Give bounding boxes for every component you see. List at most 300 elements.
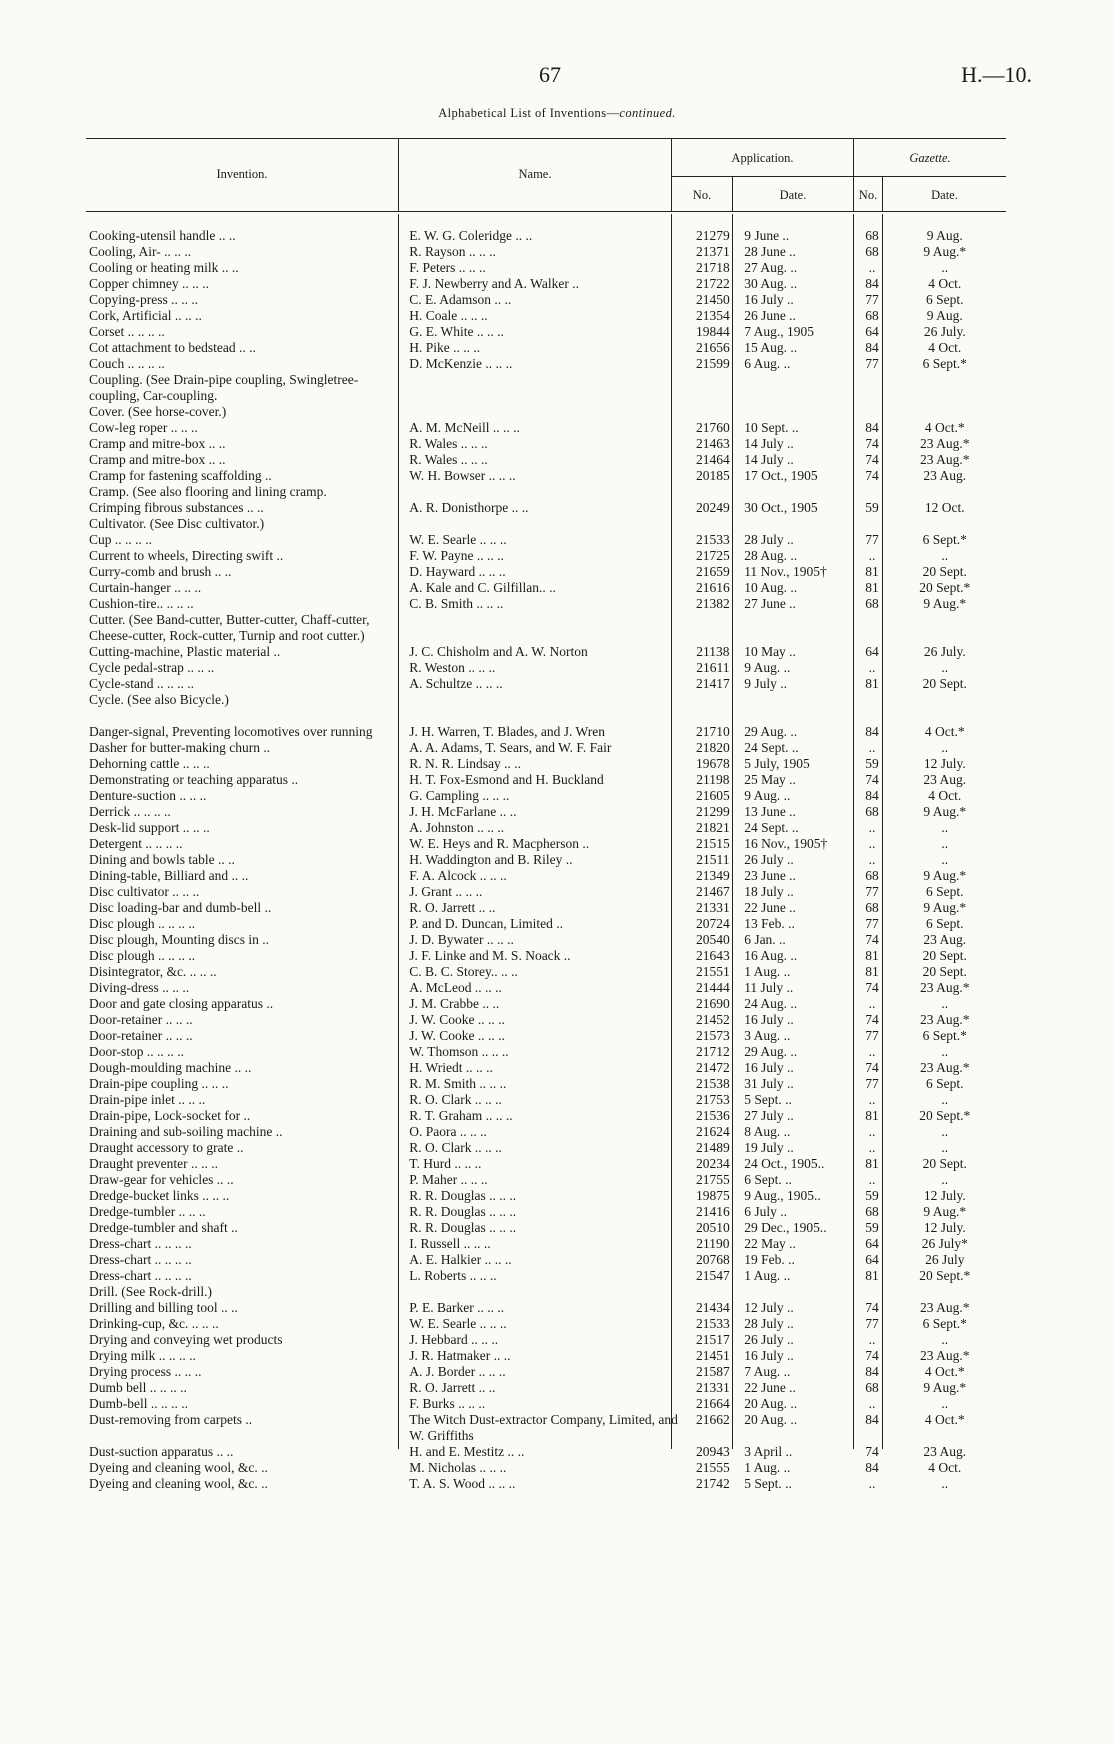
application-no-cell: 21573 (696, 1028, 730, 1043)
name-cell: J. H. Warren, T. Blades, and J. Wren (409, 724, 605, 739)
application-date-cell: 27 June .. (744, 596, 796, 611)
table-row (86, 996, 1006, 1012)
application-date-cell: 7 Aug., 1905 (744, 324, 814, 339)
gazette-no-cell (861, 1284, 884, 1300)
name-cell (406, 612, 684, 644)
table-row (86, 980, 1006, 996)
application-no-cell: 21331 (696, 1380, 730, 1395)
name-cell: H. Pike .. .. .. (409, 340, 481, 355)
invention-cell: Cramp and mitre-box .. .. (89, 436, 226, 451)
invention-cell: Cramp. (See also flooring and lining cramp. (89, 484, 327, 499)
gazette-date-cell: 23 Aug.* (920, 1012, 970, 1027)
table-row (86, 964, 1006, 980)
name-cell: R. R. Douglas .. .. .. (409, 1204, 517, 1219)
gazette-no-cell: .. (868, 1092, 876, 1107)
gazette-no-cell: 74 (865, 772, 879, 787)
gazette-date-cell (884, 692, 1006, 708)
application-no-cell: 21198 (696, 772, 730, 787)
name-cell: G. E. White .. .. .. (409, 324, 504, 339)
gazette-no-cell: 81 (865, 1268, 879, 1283)
gazette-no-cell: .. (868, 1140, 876, 1155)
name-cell: L. Roberts .. .. .. (409, 1268, 497, 1283)
invention-cell: Dyeing and cleaning wool, &c. .. (89, 1476, 268, 1491)
application-date-cell: 17 Oct., 1905 (744, 468, 818, 483)
invention-cell: Draining and sub-soiling machine .. (89, 1124, 283, 1139)
application-no-cell: 21463 (696, 436, 730, 451)
name-cell: The Witch Dust-extractor Company, Limited, and W. Griffiths (409, 1412, 678, 1443)
gazette-no-cell: .. (868, 1476, 876, 1491)
application-no-cell: 21299 (696, 804, 730, 819)
gazette-no-cell: .. (868, 1172, 876, 1187)
gap-cell (86, 708, 1006, 724)
table-row (86, 1156, 1006, 1172)
application-date-cell: 5 July, 1905 (744, 756, 810, 771)
gazette-no-cell: 84 (865, 1412, 879, 1427)
application-date-cell: 22 June .. (744, 1380, 796, 1395)
invention-cell: Dasher for butter-making churn .. (89, 740, 271, 755)
application-no-cell: 21643 (696, 948, 730, 963)
invention-cell: Door-retainer .. .. .. (89, 1012, 193, 1027)
invention-cell: Drain-pipe, Lock-socket for .. (89, 1108, 251, 1123)
application-no-cell: 21450 (696, 292, 730, 307)
invention-cell: Drilling and billing tool .. .. (89, 1300, 238, 1315)
gazette-no-cell: 84 (865, 724, 879, 739)
table-row (86, 724, 1006, 740)
application-date-cell: 6 Sept. .. (744, 1172, 792, 1187)
gazette-no-cell: 64 (865, 644, 879, 659)
gazette-no-cell: .. (868, 996, 876, 1011)
name-cell: F. J. Newberry and A. Walker .. (409, 276, 579, 291)
application-date-cell: 26 June .. (744, 308, 796, 323)
application-no-cell: 21464 (696, 452, 730, 467)
page-heading (0, 106, 1114, 121)
application-no-cell: 21710 (696, 724, 730, 739)
application-no-cell: 21755 (696, 1172, 730, 1187)
gazette-no-cell: 68 (865, 308, 879, 323)
table-row (86, 260, 1006, 276)
application-no-cell: 21451 (696, 1348, 730, 1363)
gazette-no-cell: 74 (865, 452, 879, 467)
application-date-cell: 3 Aug. .. (744, 1028, 791, 1043)
application-date-cell: 25 May .. (744, 772, 796, 787)
invention-cell: Cramp for fastening scaffolding .. (89, 468, 272, 483)
application-no-cell: 21533 (696, 532, 730, 547)
invention-cell: Drying milk .. .. .. .. (89, 1348, 196, 1363)
application-date-cell: 14 July .. (744, 452, 794, 467)
header-invention: Invention. (216, 167, 268, 181)
application-date-cell: 20 Aug. .. (744, 1412, 798, 1427)
name-cell: F. Burks .. .. .. (409, 1396, 486, 1411)
application-no-cell (685, 404, 742, 420)
gazette-date-cell (884, 516, 1006, 532)
application-date-cell: 1 Aug. .. (744, 964, 791, 979)
name-cell: R. T. Graham .. .. .. (409, 1108, 513, 1123)
table-row (86, 1108, 1006, 1124)
name-cell: F. A. Alcock .. .. .. (409, 868, 507, 883)
application-date-cell: 16 July .. (744, 1348, 794, 1363)
table-row (86, 932, 1006, 948)
gazette-no-cell: 77 (865, 1316, 879, 1331)
header-name: Name. (518, 167, 552, 181)
divider (853, 139, 854, 211)
gazette-date-cell: 23 Aug. (923, 468, 967, 483)
gazette-no-cell (861, 404, 884, 420)
invention-cell: Draught accessory to grate .. (89, 1140, 244, 1155)
application-no-cell: 20768 (696, 1252, 730, 1267)
application-date-cell: 9 July .. (744, 676, 787, 691)
table-row (86, 1476, 1006, 1492)
name-cell: J. Hebbard .. .. .. (409, 1332, 499, 1347)
name-cell: I. Russell .. .. .. (409, 1236, 491, 1251)
name-cell: A. M. McNeill .. .. .. (409, 420, 520, 435)
application-no-cell: 21354 (696, 308, 730, 323)
gazette-date-cell: 4 Oct. (928, 788, 962, 803)
name-cell: R. Weston .. .. .. (409, 660, 496, 675)
invention-cell: Dehorning cattle .. .. .. (89, 756, 210, 771)
gazette-no-cell: 81 (865, 580, 879, 595)
gazette-date-cell: 12 Oct. (924, 500, 965, 515)
invention-cell: Door-stop .. .. .. .. (89, 1044, 184, 1059)
name-cell: W. E. Heys and R. Macpherson .. (409, 836, 590, 851)
application-no-cell: 21690 (696, 996, 730, 1011)
invention-cell: Cycle-stand .. .. .. .. (89, 676, 194, 691)
table-row (86, 1172, 1006, 1188)
gazette-date-cell: .. (941, 1092, 949, 1107)
invention-cell: Desk-lid support .. .. .. (89, 820, 210, 835)
gazette-date-cell: 23 Aug. (923, 1444, 967, 1459)
name-cell: R. R. Douglas .. .. .. (409, 1188, 517, 1203)
name-cell: J. W. Cooke .. .. .. (409, 1028, 505, 1043)
divider (882, 177, 883, 211)
application-date-cell: 7 Aug. .. (744, 1364, 791, 1379)
application-date-cell: 10 May .. (744, 644, 796, 659)
name-cell: W. H. Bowser .. .. .. (409, 468, 516, 483)
application-no-cell: 21536 (696, 1108, 730, 1123)
gazette-date-cell: 23 Aug.* (920, 1060, 970, 1075)
table-header (86, 138, 1006, 212)
invention-cell: Drinking-cup, &c. .. .. .. (89, 1316, 219, 1331)
gazette-date-cell: 9 Aug.* (923, 244, 967, 259)
name-cell: A. Kale and C. Gilfillan.. .. (409, 580, 556, 595)
table-row (86, 532, 1006, 548)
invention-cell: Drying process .. .. .. (89, 1364, 202, 1379)
gazette-no-cell: 74 (865, 1060, 879, 1075)
application-no-cell: 21444 (696, 980, 730, 995)
gazette-date-cell: 4 Oct. (928, 276, 962, 291)
gazette-no-cell: 74 (865, 980, 879, 995)
table-row (86, 884, 1006, 900)
application-date-cell: 15 Aug. .. (744, 340, 798, 355)
application-date-cell: 19 Feb. .. (744, 1252, 795, 1267)
application-date-cell: 16 Nov., 1905† (744, 836, 828, 851)
application-date-cell: 6 July .. (744, 1204, 787, 1219)
name-cell: A. R. Donisthorpe .. .. (409, 500, 529, 515)
invention-cell: Cramp and mitre-box .. .. (89, 452, 226, 467)
gazette-date-cell: 4 Oct.* (924, 724, 965, 739)
application-no-cell: 20249 (696, 500, 730, 515)
gazette-date-cell: 4 Oct.* (924, 1364, 965, 1379)
invention-cell: Cycle. (See also Bicycle.) (89, 692, 229, 707)
name-cell: R. O. Clark .. .. .. (409, 1140, 502, 1155)
invention-cell: Cot attachment to bedstead .. .. (89, 340, 256, 355)
application-date-cell: 22 June .. (744, 900, 796, 915)
gazette-no-cell: .. (868, 1396, 876, 1411)
application-no-cell: 21605 (696, 788, 730, 803)
application-no-cell: 21760 (696, 420, 730, 435)
table-row (86, 1076, 1006, 1092)
application-no-cell: 21722 (696, 276, 730, 291)
inventions-table (86, 228, 1006, 1492)
table-row (86, 340, 1006, 356)
invention-cell: Cooking-utensil handle .. .. (89, 228, 236, 243)
application-date-cell: 1 Aug. .. (744, 1460, 791, 1475)
application-date-cell: 16 July .. (744, 1012, 794, 1027)
gazette-date-cell: 6 Sept.* (922, 532, 967, 547)
name-cell: E. W. G. Coleridge .. .. (409, 228, 533, 243)
name-cell: J. R. Hatmaker .. .. (409, 1348, 511, 1363)
application-no-cell: 21742 (696, 1476, 730, 1491)
gazette-no-cell: 59 (865, 1188, 879, 1203)
invention-cell: Door and gate closing apparatus .. (89, 996, 274, 1011)
gazette-date-cell: .. (941, 1044, 949, 1059)
table-row (86, 820, 1006, 836)
gazette-date-cell: .. (941, 548, 949, 563)
application-date-cell: 24 Sept. .. (744, 820, 799, 835)
name-cell: T. A. S. Wood .. .. .. (409, 1476, 516, 1491)
table-row (86, 1220, 1006, 1236)
gazette-date-cell (884, 372, 1006, 404)
table-row (86, 900, 1006, 916)
name-cell: A. Johnston .. .. .. (409, 820, 505, 835)
application-no-cell: 21416 (696, 1204, 730, 1219)
application-date-cell: 29 Aug. .. (744, 1044, 798, 1059)
application-no-cell: 20185 (696, 468, 730, 483)
gazette-date-cell: .. (941, 852, 949, 867)
name-cell: T. Hurd .. .. .. (409, 1156, 482, 1171)
header-application-date: Date. (779, 188, 807, 202)
invention-cell: Curtain-hanger .. .. .. (89, 580, 202, 595)
header-application-no: No. (692, 188, 712, 202)
gazette-date-cell: 23 Aug. (923, 772, 967, 787)
gazette-date-cell: 20 Sept.* (919, 1108, 971, 1123)
application-date-cell: 26 July .. (744, 1332, 794, 1347)
name-cell (406, 404, 684, 420)
application-no-cell: 21656 (696, 340, 730, 355)
gazette-no-cell: 59 (865, 500, 879, 515)
invention-cell: Derrick .. .. .. .. (89, 804, 171, 819)
application-date-cell: 24 Oct., 1905.. (744, 1156, 825, 1171)
gazette-date-cell: 9 Aug. (926, 228, 963, 243)
application-no-cell (685, 1284, 742, 1300)
table-row (86, 1252, 1006, 1268)
gazette-no-cell: .. (868, 1124, 876, 1139)
table-row (86, 868, 1006, 884)
name-cell: F. Peters .. .. .. (409, 260, 486, 275)
invention-cell: Dyeing and cleaning wool, &c. .. (89, 1460, 268, 1475)
gazette-date-cell: 20 Sept.* (919, 580, 971, 595)
table-row (86, 452, 1006, 468)
application-date-cell (741, 372, 860, 404)
application-date-cell: 27 July .. (744, 1108, 794, 1123)
application-date-cell: 6 Jan. .. (744, 932, 786, 947)
gazette-date-cell: 9 Aug.* (923, 868, 967, 883)
application-no-cell: 21587 (696, 1364, 730, 1379)
gazette-no-cell: 74 (865, 1012, 879, 1027)
gazette-date-cell: 9 Aug.* (923, 596, 967, 611)
application-no-cell: 21138 (696, 644, 730, 659)
gazette-no-cell: 74 (865, 1300, 879, 1315)
gazette-no-cell (861, 372, 884, 404)
application-date-cell: 29 Aug. .. (744, 724, 798, 739)
table-row (86, 948, 1006, 964)
application-date-cell (741, 692, 860, 708)
application-no-cell: 20510 (696, 1220, 730, 1235)
name-cell: D. Hayward .. .. .. (409, 564, 506, 579)
gazette-no-cell: .. (868, 836, 876, 851)
gazette-date-cell: 23 Aug.* (920, 452, 970, 467)
gazette-no-cell: 59 (865, 756, 879, 771)
application-no-cell: 21538 (696, 1076, 730, 1091)
name-cell: R. O. Clark .. .. .. (409, 1092, 502, 1107)
table-row (86, 596, 1006, 612)
application-no-cell: 21511 (696, 852, 730, 867)
application-no-cell: 21616 (696, 580, 730, 595)
gazette-date-cell: .. (941, 1124, 949, 1139)
gazette-no-cell: 84 (865, 1364, 879, 1379)
table-row (86, 1060, 1006, 1076)
gazette-date-cell: .. (941, 1140, 949, 1155)
application-date-cell: 10 Sept. .. (744, 420, 799, 435)
table-row (86, 276, 1006, 292)
invention-cell: Demonstrating or teaching apparatus .. (89, 772, 299, 787)
gazette-no-cell: 68 (865, 900, 879, 915)
name-cell: R. R. Douglas .. .. .. (409, 1220, 517, 1235)
application-date-cell: 23 June .. (744, 868, 796, 883)
table-row (86, 1140, 1006, 1156)
application-date-cell: 11 July .. (744, 980, 794, 995)
application-no-cell: 19678 (696, 756, 730, 771)
invention-cell: Cutter. (See Band-cutter, Butter-cutter, Chaff-cutter, Cheese-cutter, Rock-cutter, Turnip and root cutter.) (89, 612, 370, 643)
name-cell: A. McLeod .. .. .. (409, 980, 502, 995)
table-row (86, 1284, 1006, 1300)
gazette-date-cell: 26 July* (921, 1236, 968, 1251)
invention-cell: Current to wheels, Directing swift .. (89, 548, 284, 563)
application-no-cell (685, 372, 742, 404)
table-row (86, 500, 1006, 516)
table-row (86, 1124, 1006, 1140)
table-row (86, 916, 1006, 932)
gazette-no-cell: 74 (865, 932, 879, 947)
gazette-no-cell: 81 (865, 676, 879, 691)
invention-cell: Curry-comb and brush .. .. (89, 564, 232, 579)
section-gap (86, 708, 1006, 724)
name-cell (406, 484, 684, 500)
gazette-date-cell: 9 Aug.* (923, 1380, 967, 1395)
header-gazette-no: No. (858, 188, 878, 202)
heading-italic: continued. (619, 106, 676, 120)
gazette-date-cell: .. (941, 1476, 949, 1491)
gazette-date-cell: 23 Aug.* (920, 436, 970, 451)
application-date-cell: 19 July .. (744, 1140, 794, 1155)
application-no-cell: 19875 (696, 1188, 730, 1203)
application-no-cell: 19844 (696, 324, 730, 339)
invention-cell: Disc plough .. .. .. .. (89, 916, 196, 931)
invention-cell: Cultivator. (See Disc cultivator.) (89, 516, 265, 531)
invention-cell: Cork, Artificial .. .. .. (89, 308, 202, 323)
invention-cell: Copying-press .. .. .. (89, 292, 199, 307)
name-cell: C. B. C. Storey.. .. .. (409, 964, 518, 979)
application-date-cell: 8 Aug. .. (744, 1124, 791, 1139)
table-row (86, 740, 1006, 756)
application-date-cell: 13 Feb. .. (744, 916, 795, 931)
divider (671, 139, 672, 211)
gazette-no-cell: 68 (865, 596, 879, 611)
application-date-cell: 30 Oct., 1905 (744, 500, 818, 515)
gazette-date-cell: 12 July. (923, 1220, 966, 1235)
name-cell: J. C. Chisholm and A. W. Norton (409, 644, 588, 659)
gazette-no-cell: 84 (865, 340, 879, 355)
gazette-no-cell: 59 (865, 1220, 879, 1235)
name-cell: R. Wales .. .. .. (409, 436, 488, 451)
name-cell: P. Maher .. .. .. (409, 1172, 488, 1187)
invention-cell: Denture-suction .. .. .. (89, 788, 207, 803)
table-row (86, 676, 1006, 692)
name-cell: R. Rayson .. .. .. (409, 244, 496, 259)
gazette-date-cell: .. (941, 1332, 949, 1347)
name-cell (406, 372, 684, 404)
invention-cell: Disc plough, Mounting discs in .. (89, 932, 270, 947)
gazette-date-cell: 20 Sept. (922, 948, 967, 963)
application-date-cell: 30 Aug. .. (744, 276, 798, 291)
application-date-cell: 1 Aug. .. (744, 1268, 791, 1283)
invention-cell: Drain-pipe inlet .. .. .. (89, 1092, 206, 1107)
name-cell: H. Coale .. .. .. (409, 308, 488, 323)
invention-cell: Dredge-tumbler .. .. .. (89, 1204, 206, 1219)
application-date-cell: 9 June .. (744, 228, 790, 243)
gazette-date-cell: 6 Sept. (926, 916, 964, 931)
gazette-no-cell: 68 (865, 804, 879, 819)
gazette-no-cell: 77 (865, 1076, 879, 1091)
gazette-no-cell: 68 (865, 868, 879, 883)
table-row (86, 1316, 1006, 1332)
name-cell: H. Wriedt .. .. .. (409, 1060, 493, 1075)
gazette-date-cell (884, 612, 1006, 644)
table-row (86, 548, 1006, 564)
table-row (86, 436, 1006, 452)
invention-cell: Dredge-bucket links .. .. .. (89, 1188, 230, 1203)
invention-cell: Coupling. (See Drain-pipe coupling, Swingletree-coupling, Car-coupling. (89, 372, 359, 403)
application-no-cell (685, 692, 742, 708)
application-date-cell: 22 May .. (744, 1236, 796, 1251)
name-cell (406, 1284, 684, 1300)
divider (672, 176, 1006, 177)
gazette-date-cell: 26 July. (923, 324, 966, 339)
table-row (86, 372, 1006, 404)
page-number: 67 (539, 62, 561, 87)
gazette-date-cell: .. (941, 660, 949, 675)
table-row (86, 1332, 1006, 1348)
application-date-cell: 6 Aug. .. (744, 356, 791, 371)
application-no-cell: 21725 (696, 548, 730, 563)
gazette-no-cell: 84 (865, 1460, 879, 1475)
table-row (86, 1044, 1006, 1060)
gazette-date-cell: 4 Oct.* (924, 420, 965, 435)
application-no-cell: 21555 (696, 1460, 730, 1475)
application-date-cell: 24 Sept. .. (744, 740, 799, 755)
name-cell: P. E. Barker .. .. .. (409, 1300, 505, 1315)
gazette-date-cell: 9 Aug.* (923, 1204, 967, 1219)
gazette-date-cell (884, 484, 1006, 500)
